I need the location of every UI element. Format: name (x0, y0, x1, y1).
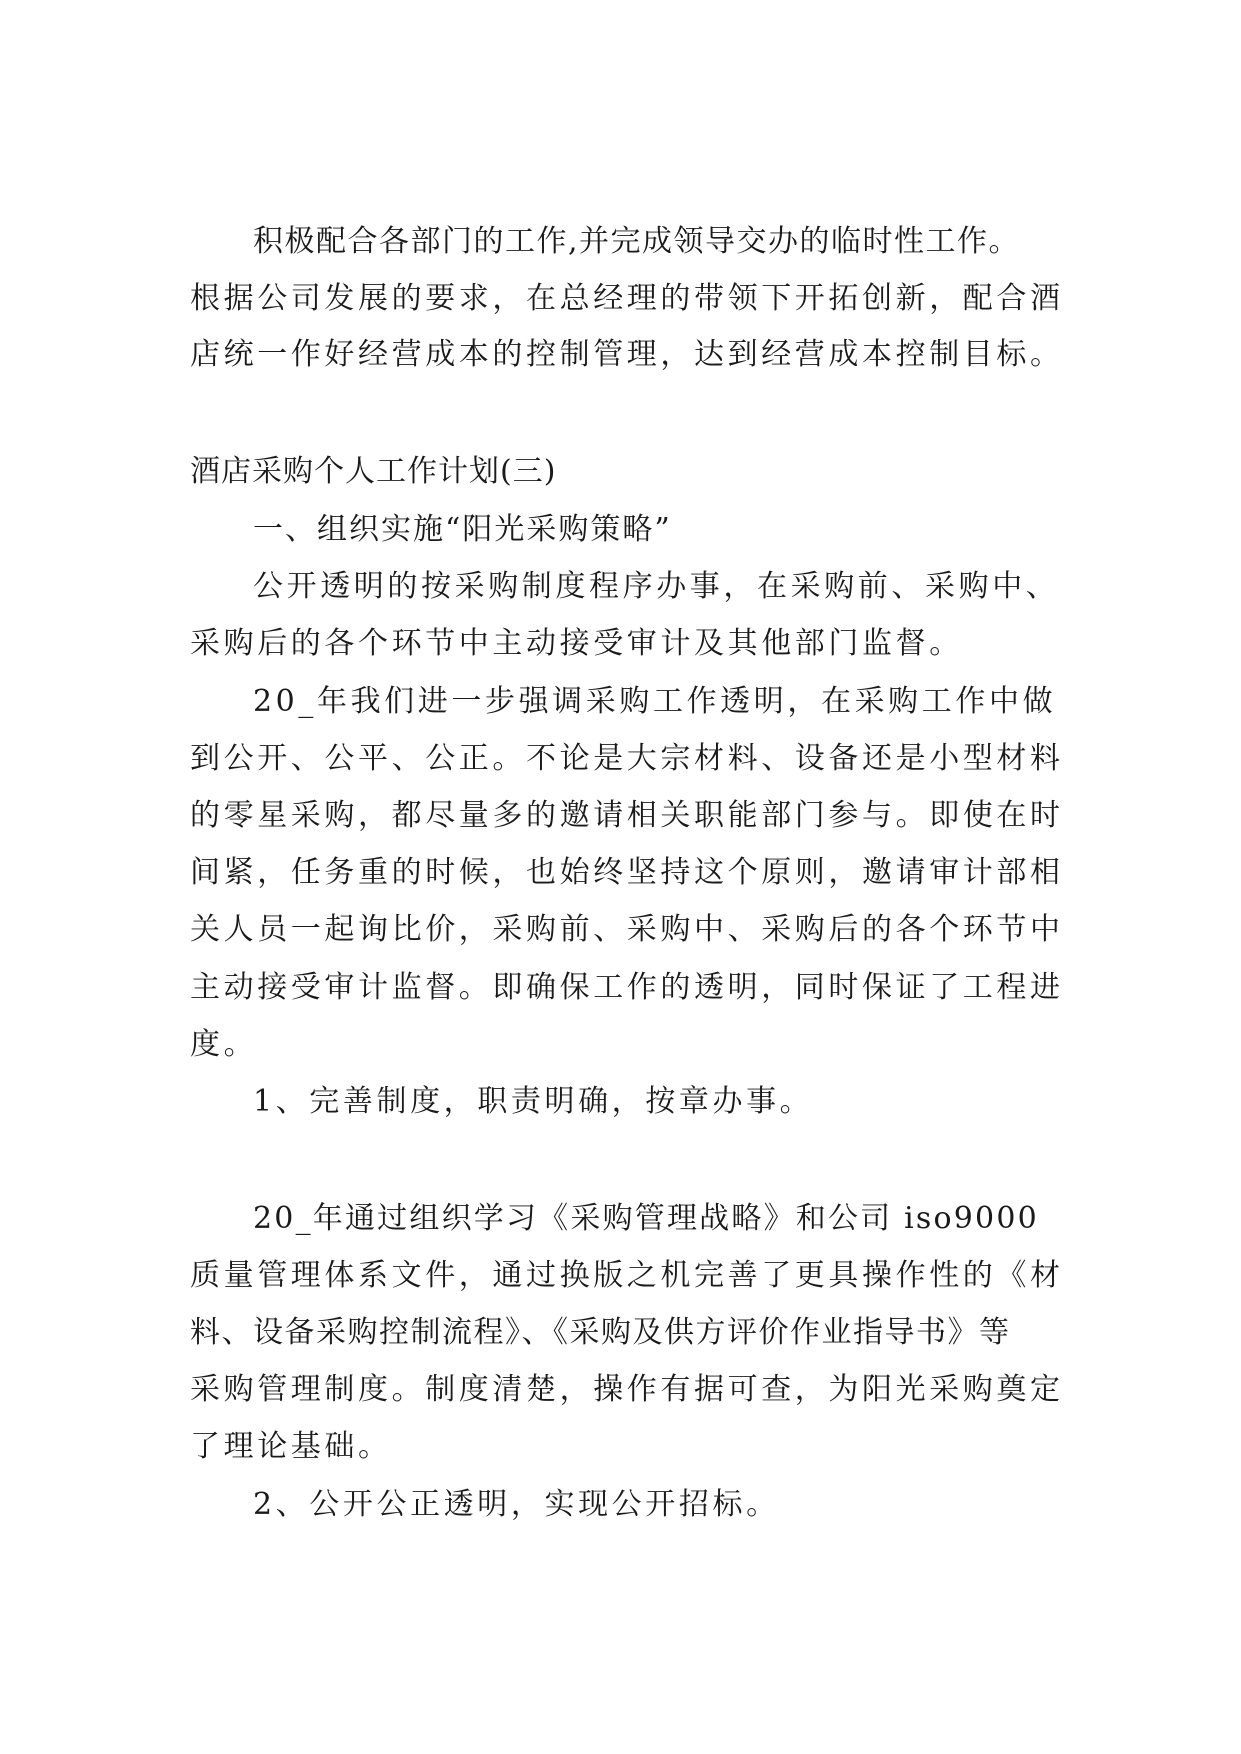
paragraph-line: 积极配合各部门的工作,并完成领导交办的临时性工作。 (253, 224, 1021, 259)
paragraph-line: 的零星采购，都尽量多的邀请相关职能部门参与。即使在时 (190, 798, 1064, 833)
list-item-heading: 2、公开公正透明，实现公开招标。 (253, 1487, 780, 1522)
section-heading: 酒店采购个人工作计划(三) (190, 454, 557, 489)
paragraph-line: 20_年通过组织学习《采购管理战略》和公司 iso9000 (253, 1201, 1039, 1236)
paragraph-line: 根据公司发展的要求，在总经理的带领下开拓创新，配合酒 (190, 281, 1064, 316)
paragraph-line: 质量管理体系文件，通过换版之机完善了更具操作性的《材 (190, 1258, 1064, 1293)
paragraph-line: 了理论基础。 (190, 1429, 392, 1464)
paragraph-line: 度。 (190, 1027, 258, 1062)
paragraph-line: 料、设备采购控制流程》、《采购及供方评价作业指导书》等 (190, 1315, 1011, 1350)
paragraph-line: 公开透明的按采购制度程序办事，在采购前、采购中、 (253, 569, 1060, 604)
paragraph-line: 主动接受审计监督。即确保工作的透明，同时保证了工程进 (190, 970, 1064, 1005)
list-item-heading: 1、完善制度，职责明确，按章办事。 (253, 1084, 814, 1119)
paragraph-line: 店统一作好经营成本的控制管理，达到经营成本控制目标。 (190, 337, 1064, 372)
paragraph-line: 20_年我们进一步强调采购工作透明，在采购工作中做 (253, 684, 1057, 719)
subsection-heading: 一、组织实施“阳光采购策略” (253, 512, 672, 547)
paragraph-line: 关人员一起询比价，采购前、采购中、采购后的各个环节中 (190, 912, 1064, 947)
paragraph-line: 采购后的各个环节中主动接受审计及其他部门监督。 (190, 626, 963, 661)
paragraph-line: 间紧，任务重的时候，也始终坚持这个原则，邀请审计部相 (190, 855, 1064, 890)
paragraph-line: 到公开、公平、公正。不论是大宗材料、设备还是小型材料 (190, 741, 1064, 776)
paragraph-line: 采购管理制度。制度清楚，操作有据可查，为阳光采购奠定 (190, 1372, 1064, 1407)
